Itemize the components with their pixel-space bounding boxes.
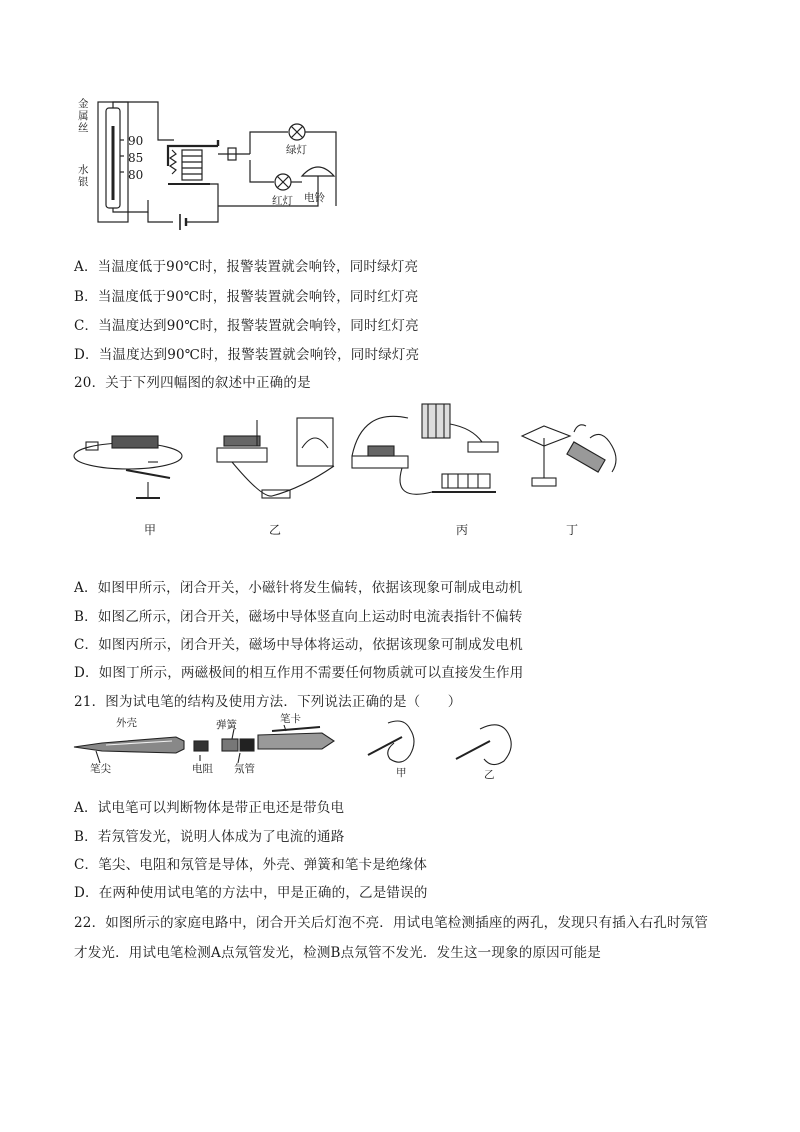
- label-bell: 电铃: [304, 192, 325, 204]
- scale-80: 80: [128, 168, 144, 182]
- electromagnetism-diagrams: [72, 398, 642, 548]
- test-pen-diagram: [72, 715, 532, 785]
- q19-option-c: C．当温度达到90℃时，报警装置就会响铃，同时红灯亮: [74, 318, 419, 334]
- figure-20-four-diagrams: [72, 398, 642, 548]
- label-green-lamp: 绿灯: [286, 144, 307, 156]
- q21-stem: 21．图为试电笔的结构及使用方法．下列说法正确的是（ ）: [74, 694, 462, 710]
- label-mercury: 水银: [78, 164, 89, 188]
- figure-21-test-pen: [72, 715, 532, 785]
- q19-option-d: D．当温度达到90℃时，报警装置就会响铃，同时绿灯亮: [74, 347, 420, 363]
- label-yi: 乙: [484, 769, 495, 781]
- q20-option-a: A．如图甲所示，闭合开关，小磁针将发生偏转，依据该现象可制成电动机: [74, 580, 523, 596]
- q20-option-c: C．如图丙所示，闭合开关，磁场中导体将运动，依据该现象可制成发电机: [74, 637, 523, 653]
- q20-stem: 20．关于下列四幅图的叙述中正确的是: [74, 375, 311, 391]
- label-shell: 外壳: [116, 717, 137, 729]
- q21-option-b: B．若氖管发光，说明人体成为了电流的通路: [74, 829, 345, 845]
- label-neon: 氖管: [234, 763, 255, 775]
- q19-option-b: B．当温度低于90℃时，报警装置就会响铃，同时红灯亮: [74, 289, 419, 305]
- q22-stem-line-2: 才发光．用试电笔检测A点氖管发光，检测B点氖管不发光．发生这一现象的原因可能是: [74, 945, 601, 961]
- label-metal-wire: 金属丝: [78, 98, 89, 134]
- label-spring: 弹簧: [216, 719, 237, 731]
- scale-90: 90: [128, 134, 144, 148]
- alarm-circuit-diagram: [78, 96, 340, 226]
- label-red-lamp: 红灯: [272, 195, 293, 207]
- scale-85: 85: [128, 151, 144, 165]
- label-clip: 笔卡: [280, 713, 301, 725]
- q19-option-a: A．当温度低于90℃时，报警装置就会响铃，同时绿灯亮: [74, 259, 419, 275]
- label-jia: 甲: [396, 767, 407, 779]
- figure-20-label-jia: 甲: [144, 523, 157, 537]
- q20-option-d: D．如图丁所示，两磁极间的相互作用不需要任何物质就可以直接发生作用: [74, 665, 524, 681]
- figure-20-label-bing: 丙: [456, 523, 469, 537]
- label-resistor: 电阻: [192, 763, 213, 775]
- figure-19-alarm-circuit: [78, 96, 340, 226]
- label-tip: 笔尖: [90, 763, 111, 775]
- q21-option-c: C．笔尖、电阻和氖管是导体，外壳、弹簧和笔卡是绝缘体: [74, 857, 428, 873]
- q20-option-b: B．如图乙所示，闭合开关，磁场中导体竖直向上运动时电流表指针不偏转: [74, 609, 523, 625]
- q22-stem-line-1: 22．如图所示的家庭电路中，闭合开关后灯泡不亮．用试电笔检测插座的两孔，发现只有插入右孔时氖管: [74, 915, 709, 931]
- figure-20-label-yi: 乙: [269, 523, 282, 537]
- q21-option-a: A．试电笔可以判断物体是带正电还是带负电: [74, 800, 345, 816]
- q21-option-d: D．在两种使用试电笔的方法中，甲是正确的，乙是错误的: [74, 885, 428, 901]
- figure-20-label-ding: 丁: [566, 523, 579, 537]
